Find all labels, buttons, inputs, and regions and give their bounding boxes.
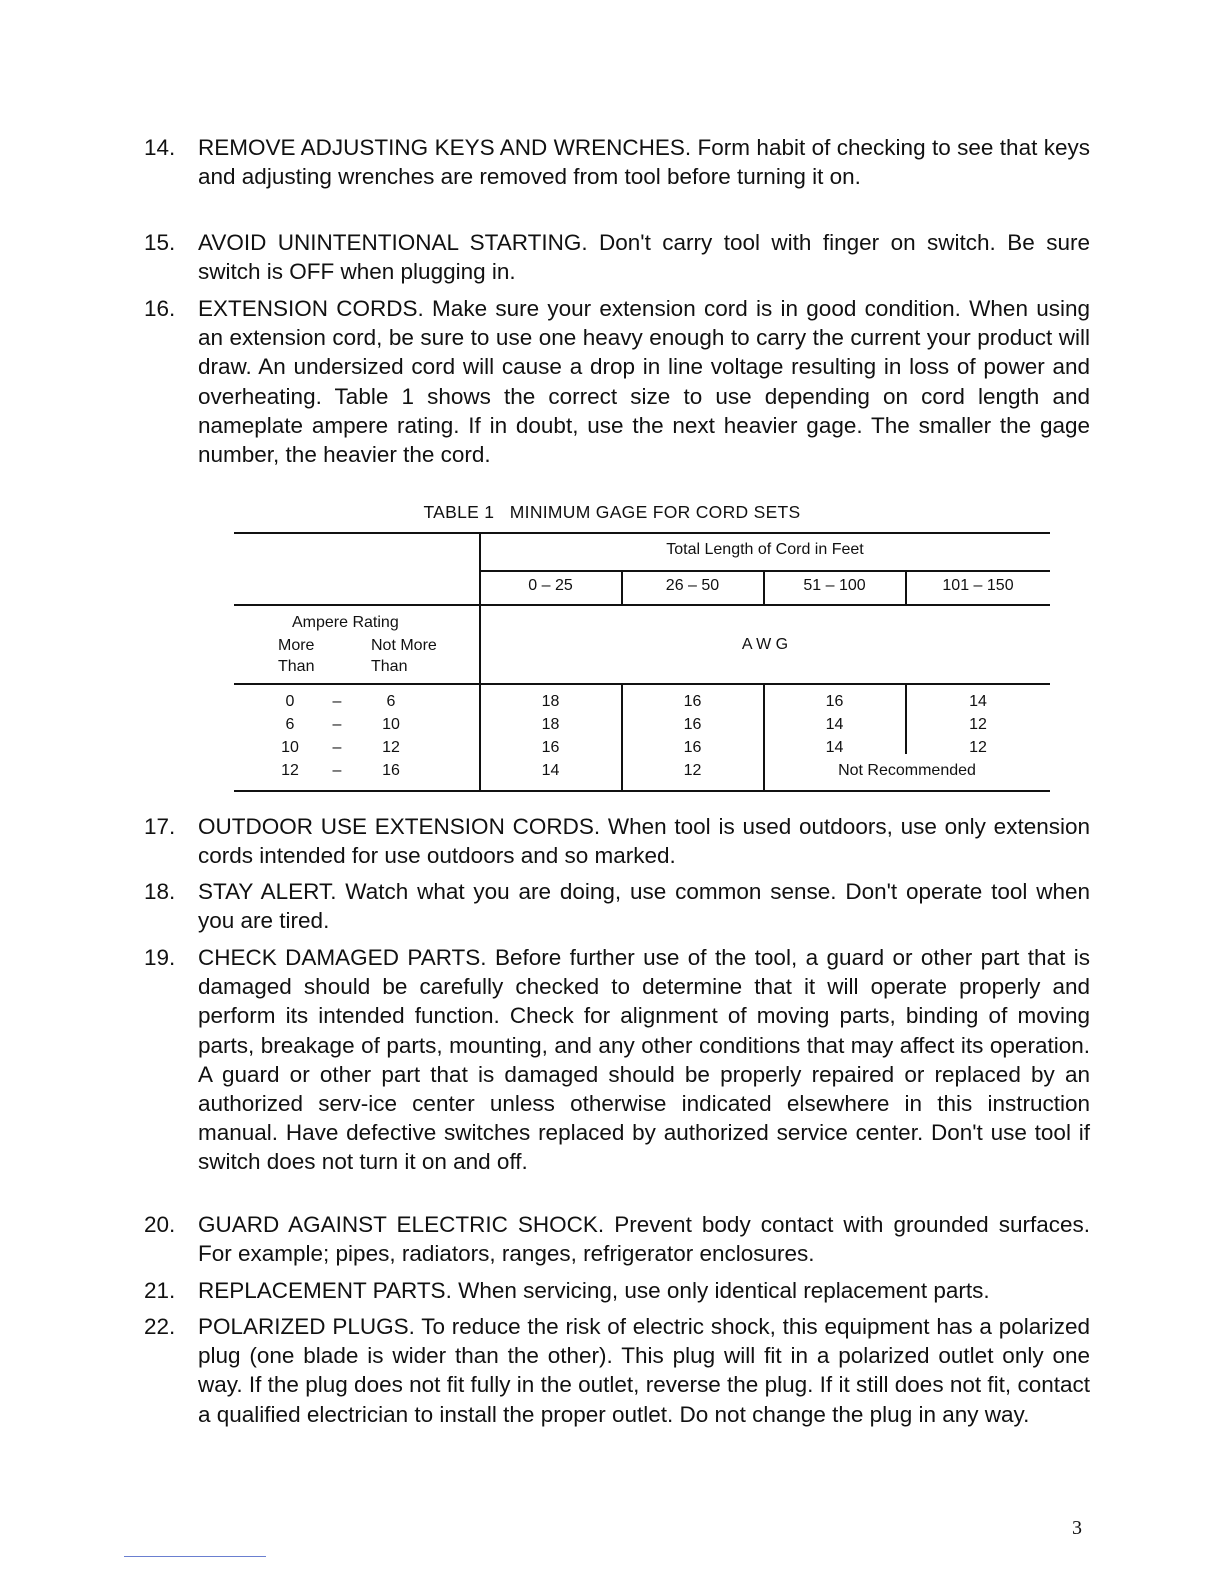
safety-item-21 bbox=[144, 1276, 1090, 1305]
item-text: Make sure your extension cord is in good condition. When using an extension cord, be sure to use one heavy enough to carry the current your product will draw. An undersized cord will cause a drop in line voltage resulting in loss of power and overheating. Table 1 shows the correct size to use depending on cord length and nameplate ampere rating. If in doubt, use the next heavier gage. The smaller the gage number, the heavier the cord. bbox=[198, 296, 1091, 468]
table-top-rule bbox=[234, 532, 1050, 534]
item-heading: REPLACEMENT PARTS. bbox=[198, 1278, 452, 1303]
length-col: 51 – 100 bbox=[803, 577, 866, 594]
item-heading: OUTDOOR USE EXTENSION CORDS. bbox=[198, 814, 601, 839]
safety-item-17 bbox=[144, 812, 1090, 870]
ampere-from: 12 bbox=[281, 762, 299, 779]
item-number: 15. bbox=[144, 230, 176, 255]
cord-gage-table bbox=[234, 532, 1050, 794]
item-text: When tool is used outdoors, use only extension cords intended for use outdoors and so marked. bbox=[198, 814, 1090, 869]
item-number: 14. bbox=[144, 135, 176, 160]
item-number: 19. bbox=[144, 945, 176, 970]
safety-item-19 bbox=[144, 943, 1090, 1177]
gage-cell: 12 bbox=[683, 762, 702, 779]
item-heading: POLARIZED PLUGS. bbox=[198, 1314, 415, 1339]
gage-cell: 16 bbox=[683, 693, 702, 710]
length-col: 101 – 150 bbox=[942, 577, 1014, 594]
awg-header: A W G bbox=[741, 636, 789, 653]
gage-cell: 14 bbox=[969, 693, 987, 710]
ampere-from: 6 bbox=[285, 716, 295, 733]
ampere-to: 16 bbox=[382, 762, 400, 779]
gage-cell: 14 bbox=[825, 716, 844, 733]
item-text: Don't carry tool with finger on switch. Be sure switch is OFF when plugging in. bbox=[198, 230, 1090, 285]
safety-item-18 bbox=[144, 877, 1090, 935]
item-text: To reduce the risk of electric shock, this equipment has a polarized plug (one blade is wider than the other). This plug will fit in a polarized outlet only one way. If the plug does not fit fully in the outlet, reverse the plug. If it still does not fit, contact a qualified electrician to install the proper outlet. Do not change the plug in any way. bbox=[198, 1314, 1091, 1427]
safety-item-22 bbox=[144, 1312, 1090, 1429]
gage-cell: 12 bbox=[969, 739, 987, 756]
item-number: 17. bbox=[144, 814, 176, 839]
dash: – bbox=[332, 693, 342, 710]
item-text: Prevent body contact with grounded surfaces. For example; pipes, radiators, ranges, refrigerator enclosures. bbox=[198, 1212, 1090, 1267]
item-number: 20. bbox=[144, 1212, 176, 1237]
gage-cell: 12 bbox=[969, 716, 987, 733]
gage-cell: 14 bbox=[541, 762, 560, 779]
item-number: 21. bbox=[144, 1278, 176, 1303]
dash: – bbox=[332, 762, 342, 779]
item-text: When servicing, use only identical replacement parts. bbox=[451, 1278, 990, 1303]
length-header: Total Length of Cord in Feet bbox=[666, 541, 864, 558]
item-heading: GUARD AGAINST ELECTRIC SHOCK. bbox=[198, 1212, 605, 1237]
item-text: Form habit of checking to see that keys and adjusting wrenches are removed from tool before turning it on. bbox=[198, 135, 1090, 190]
ampere-header: Ampere Rating bbox=[292, 614, 399, 631]
item-number: 22. bbox=[144, 1314, 176, 1339]
safety-item-15 bbox=[144, 228, 1090, 286]
item-heading: AVOID UNINTENTIONAL STARTING. bbox=[198, 230, 588, 255]
footer-rule bbox=[124, 1556, 266, 1557]
not-more-than-header: Not More Than bbox=[371, 637, 437, 675]
gage-cell: 16 bbox=[683, 739, 702, 756]
length-col: 26 – 50 bbox=[665, 577, 720, 594]
gage-cell: 18 bbox=[541, 716, 560, 733]
more-than-header: More Than bbox=[278, 637, 315, 675]
ampere-from: 0 bbox=[285, 693, 295, 710]
not-recommended: Not Recommended bbox=[838, 762, 976, 779]
ampere-from: 10 bbox=[281, 739, 299, 756]
gage-cell: 18 bbox=[541, 693, 560, 710]
item-number: 16. bbox=[144, 296, 176, 321]
item-heading: CHECK DAMAGED PARTS. bbox=[198, 945, 487, 970]
ampere-to: 6 bbox=[386, 693, 396, 710]
item-number: 18. bbox=[144, 879, 176, 904]
table-rule bbox=[234, 683, 1050, 685]
item-text: Before further use of the tool, a guard or other part that is damaged should be carefully checked to determine that it will operate properly and perform its intended function. Check for alignment of moving parts, binding of moving parts, breakage of parts, mounting, and any other conditions that may affect its operation. A guard or other part that is damaged should be properly repaired or replaced by an authorized serv-ice center unless otherwise indicated elsewhere in this instruction manual. Have defective switches replaced by authorized service center. Don't use tool if switch does not turn it on and off. bbox=[198, 945, 1090, 1175]
safety-item-20 bbox=[144, 1210, 1090, 1268]
ampere-to: 10 bbox=[382, 716, 400, 733]
gage-cell: 14 bbox=[825, 739, 844, 756]
dash: – bbox=[332, 716, 342, 733]
item-heading: EXTENSION CORDS. bbox=[198, 296, 424, 321]
safety-item-14 bbox=[144, 133, 1090, 191]
table-rule bbox=[234, 604, 1050, 606]
gage-cell: 16 bbox=[825, 693, 844, 710]
table-bottom-rule bbox=[234, 790, 1050, 792]
page-number: 3 bbox=[1072, 1517, 1082, 1539]
dash: – bbox=[332, 739, 342, 756]
item-heading: REMOVE ADJUSTING KEYS AND WRENCHES. bbox=[198, 135, 692, 160]
safety-item-16 bbox=[144, 294, 1090, 469]
table-rule bbox=[480, 570, 1050, 572]
table-title: TABLE 1 MINIMUM GAGE FOR CORD SETS bbox=[423, 502, 801, 522]
item-text: Watch what you are doing, use common sense. Don't operate tool when you are tired. bbox=[198, 879, 1090, 934]
item-heading: STAY ALERT. bbox=[198, 879, 337, 904]
length-col: 0 – 25 bbox=[528, 577, 573, 594]
gage-cell: 16 bbox=[683, 716, 702, 733]
ampere-to: 12 bbox=[382, 739, 400, 756]
gage-cell: 16 bbox=[541, 739, 560, 756]
